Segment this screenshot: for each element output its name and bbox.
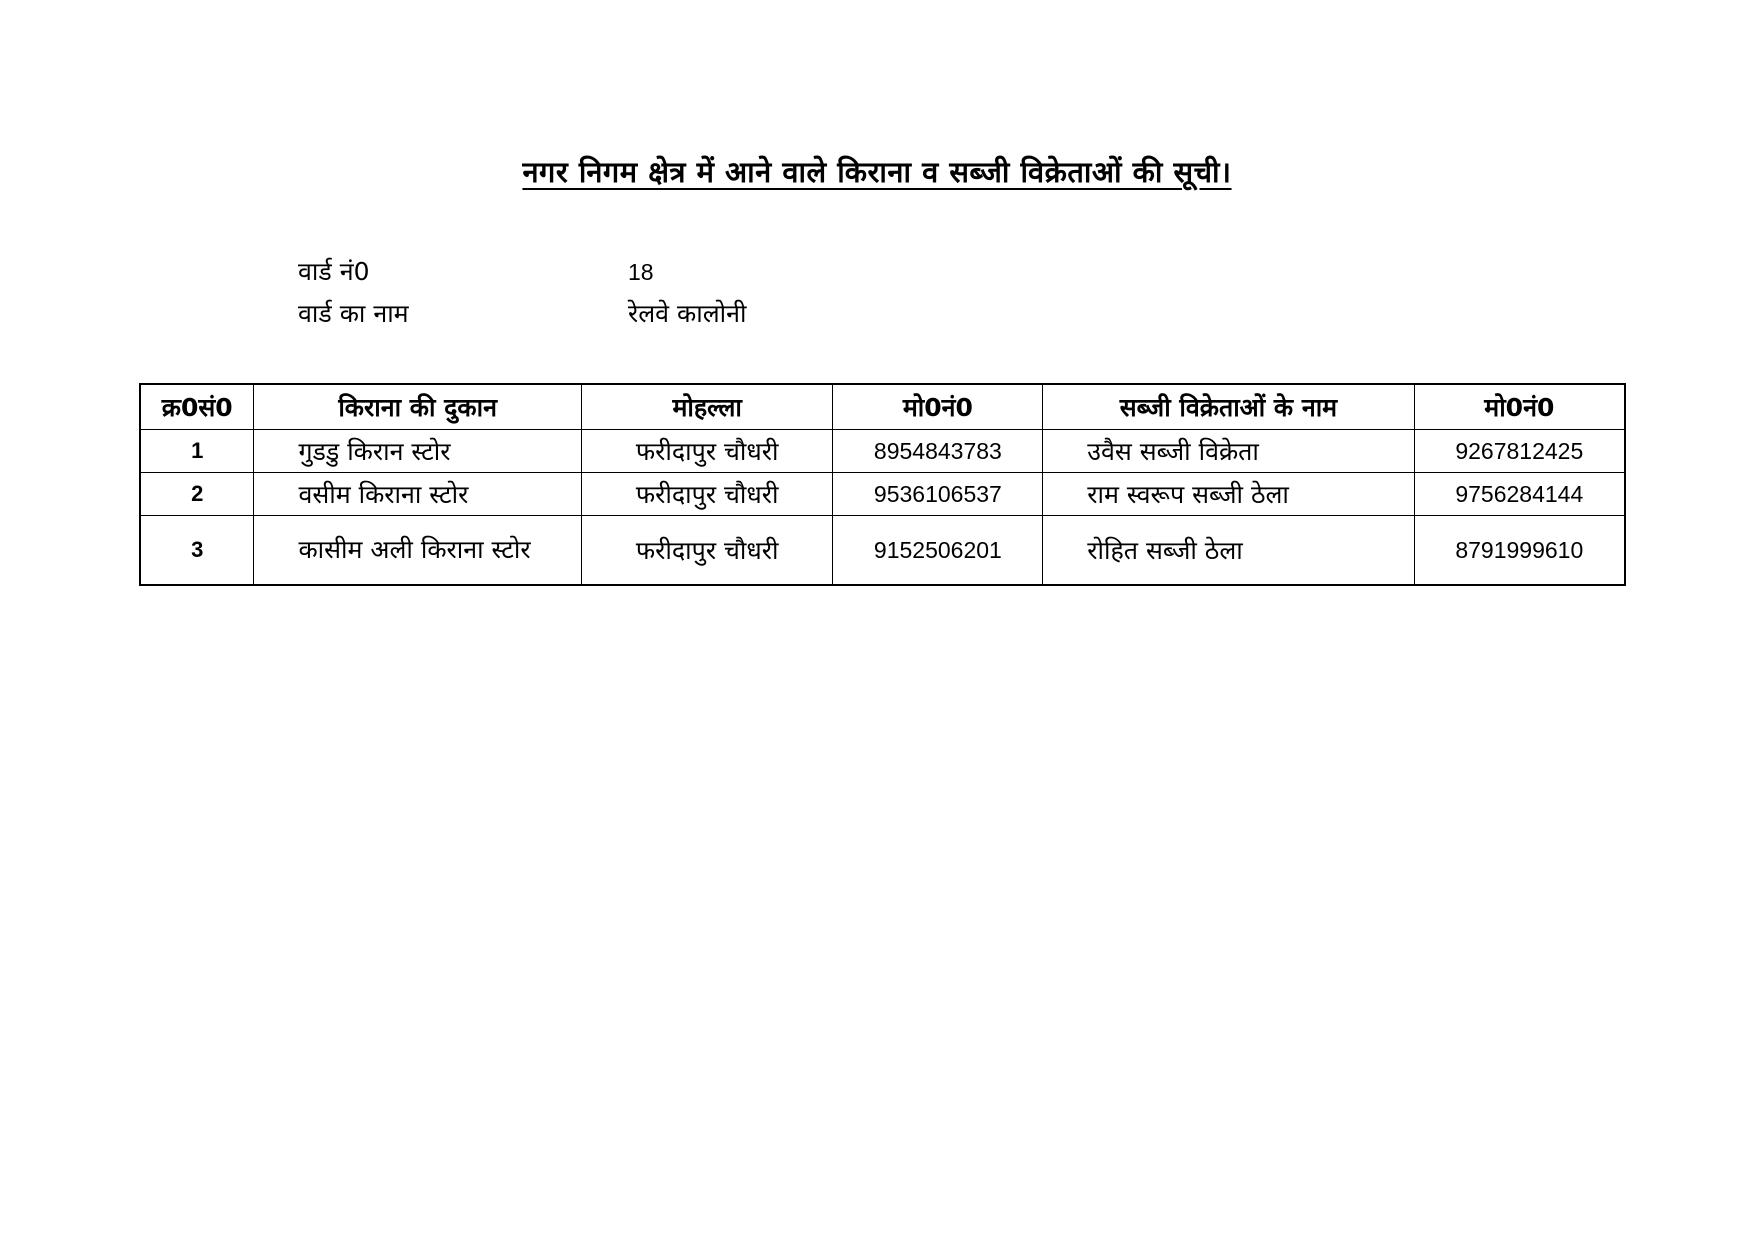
cell-shop-mobile: 8954843783 (833, 430, 1043, 473)
cell-vegetable-vendor: उवैस सब्जी विक्रेता (1043, 430, 1414, 473)
table-header-row (140, 384, 1625, 430)
document-title-text: नगर निगम क्षेत्र में आने वाले किराना व सब्जी विक्रेताओं की सूची। (522, 155, 1232, 189)
cell-serial-no: 2 (140, 473, 254, 516)
cell-vendor-mobile: 8791999610 (1414, 516, 1625, 586)
table-row (140, 473, 1625, 516)
ward-number-label: वार्ड नं0 (298, 257, 370, 286)
header-grocery-shop: किराना की दुकान (254, 384, 581, 430)
cell-mohalla: फरीदापुर चौधरी (581, 430, 833, 473)
cell-grocery-shop-text: कासीम अली किराना स्टोर (298, 535, 531, 564)
table-row (140, 430, 1625, 473)
cell-serial-no: 3 (140, 516, 254, 586)
header-shop-mobile: मो0नं0 (833, 384, 1043, 430)
ward-name-value: रेलवे कालोनी (628, 299, 747, 328)
cell-vegetable-vendor: रोहित सब्जी ठेला (1043, 516, 1414, 586)
header-vegetable-vendor: सब्जी विक्रेताओं के नाम (1043, 384, 1414, 430)
vendor-table (139, 383, 1626, 586)
cell-grocery-shop: गुडडु किरान स्टोर (254, 430, 581, 473)
cell-mohalla: फरीदापुर चौधरी (581, 516, 833, 586)
cell-shop-mobile: 9152506201 (833, 516, 1043, 586)
document-title (0, 152, 1754, 191)
cell-shop-mobile: 9536106537 (833, 473, 1043, 516)
cell-serial-no: 1 (140, 430, 254, 473)
cell-vendor-mobile: 9756284144 (1414, 473, 1625, 516)
table-row (140, 516, 1625, 586)
cell-grocery-shop: वसीम किराना स्टोर (254, 473, 581, 516)
cell-vegetable-vendor: राम स्वरूप सब्जी ठेला (1043, 473, 1414, 516)
header-serial-no: क्र0सं0 (140, 384, 254, 430)
cell-vendor-mobile: 9267812425 (1414, 430, 1625, 473)
header-mohalla: मोहल्ला (581, 384, 833, 430)
cell-grocery-shop (254, 516, 581, 586)
ward-name-label: वार्ड का नाम (298, 299, 409, 328)
header-vendor-mobile: मो0नं0 (1414, 384, 1625, 430)
ward-number-value: 18 (628, 259, 654, 285)
cell-mohalla: फरीदापुर चौधरी (581, 473, 833, 516)
